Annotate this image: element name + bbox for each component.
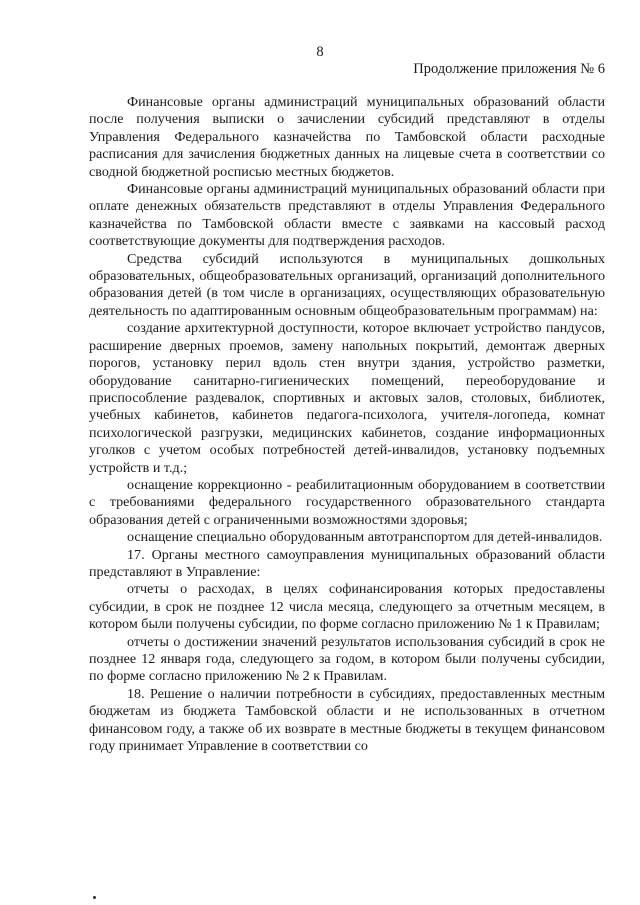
paragraph-rehab-equipment: оснащение коррекционно - реабилитационным оборудованием в соответствии с требованиями федерального государственного образовательного стандарта образования детей с ограниченными возможностями здоровья; [89, 476, 605, 528]
page-number: 8 [316, 44, 324, 60]
scan-speck [93, 896, 96, 899]
paragraph-results-reports: отчеты о достижении значений результатов использования субсидий в срок не позднее 12 января года, следующего за годом, в котором были получены субсидии, по форме согласно приложению № 2 к Правилам. [89, 633, 605, 685]
paragraph-expense-reports: отчеты о расходах, в целях софинансирования которых предоставлены субсидии, в срок не позднее 12 числа месяца, следующего за отчетным месяцем, в котором были получены субсидии, по форме согласно приложению № 1 к Правилам; [89, 581, 605, 633]
appendix-continuation-header: Продолжение приложения № 6 [413, 61, 605, 77]
paragraph-budget-schedules: Финансовые органы администраций муниципальных образований области после получения выписки о зачислении субсидий представляют в отделы Управления Федерального казначейства по Тамбовской области расходные расписания для зачисления бюджетных данных на лицевые счета в соответствии со сводной бюджетной росписью местных бюджетов. [89, 94, 605, 180]
paragraph-18-decision: 18. Решение о наличии потребности в субсидиях, предоставленных местным бюджетам из бюджета Тамбовской области и не использованных в отчетном финансовом году, а также об их возврате в местные бюджеты в текущем финансовом году принимает Управление в соответствии со [89, 685, 605, 755]
document-body [89, 94, 605, 755]
paragraph-17-reporting: 17. Органы местного самоуправления муниципальных образований области представляют в Управление: [89, 546, 605, 580]
paragraph-payment-documents: Финансовые органы администраций муниципальных образований области при оплате денежных обязательств представляют в отделы Управления Федерального казначейства по Тамбовской области вместе с заявками на кассовый расход соответствующие документы для подтверждения расходов. [89, 181, 605, 250]
paragraph-special-transport: оснащение специально оборудованным автотранспортом для детей-инвалидов. [127, 529, 603, 546]
paragraph-architectural-accessibility: создание архитектурной доступности, которое включает устройство пандусов, расширение дверных проемов, замену напольных покрытий, демонтаж дверных порогов, установку перил вдоль стен внутри здания, устройство разметки, оборудование санитарно-гигиенических помещений, переоборудование и приспособление раздевалок, спортивных и актовых залов, столовых, библиотек, учебных кабинетов, кабинетов педагога-психолога, учителя-логопеда, комнат психологической разгрузки, медицинских кабинетов, создание информационных уголков с учетом особых потребностей детей-инвалидов, установку подъемных устройств и т.д.; [89, 320, 605, 476]
paragraph-subsidy-use: Средства субсидий используются в муниципальных дошкольных образовательных, общеобразовательных организаций, организаций дополнительного образования детей (в том числе в организациях, осуществляющих образовательную деятельность по адаптированным основным общеобразовательным программам) на: [89, 250, 605, 319]
